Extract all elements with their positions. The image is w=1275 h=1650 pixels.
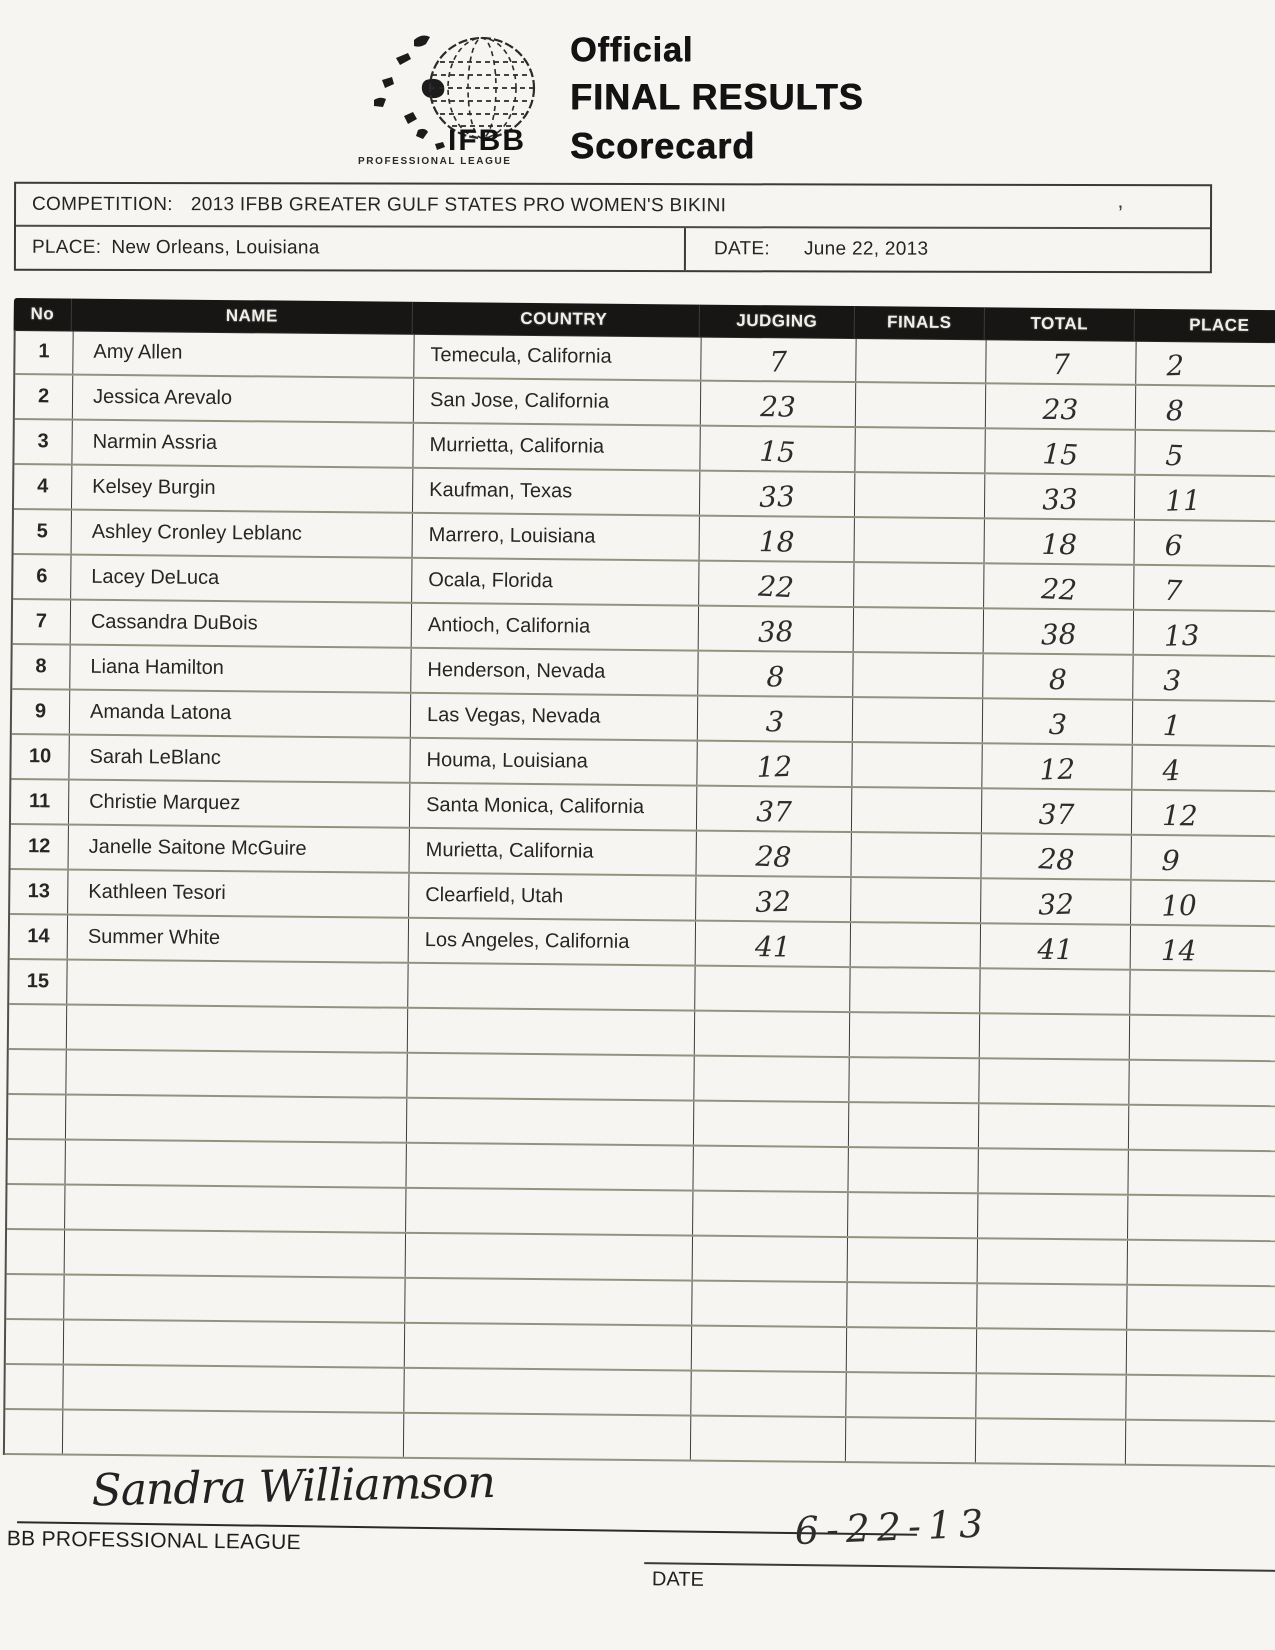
title-line-final-results: FINAL RESULTS: [570, 76, 864, 118]
cell-name: [65, 1231, 406, 1277]
ifbb-logo-text: IFBB: [448, 124, 526, 157]
cell-judging: [699, 562, 854, 606]
cell-country: [407, 1054, 694, 1100]
cell-country: [408, 964, 695, 1010]
cell-finals: [855, 428, 985, 472]
cell-name: Amanda Latona: [70, 691, 411, 737]
handwritten-score: 12: [756, 749, 793, 784]
cell-name: Narmin Assria: [72, 421, 413, 467]
place-date-row: [16, 227, 1210, 272]
header-judging: JUDGING: [700, 305, 855, 338]
cell-finals: [846, 1418, 976, 1462]
cell-country: Houma, Louisiana: [410, 739, 697, 785]
cell-no: 4: [14, 465, 72, 509]
handwritten-score: 15: [1041, 437, 1079, 472]
cell-country: [406, 1189, 693, 1235]
cell-no: [9, 1005, 67, 1049]
cell-total: [976, 1419, 1126, 1463]
cell-country: [406, 1144, 693, 1190]
handwritten-score: 32: [754, 884, 792, 919]
handwritten-score: 6: [1164, 529, 1183, 563]
cell-place: [1132, 746, 1275, 791]
cell-place: [1134, 566, 1275, 611]
competition-row: [16, 184, 1210, 230]
cell-finals: [849, 1103, 979, 1147]
cell-judging: [697, 787, 852, 831]
cell-country: Las Vegas, Nevada: [411, 694, 698, 740]
cell-no: 12: [11, 825, 69, 869]
handwritten-score: 23: [1042, 392, 1079, 427]
handwritten-score: 15: [758, 434, 797, 470]
cell-name: Janelle Saitone McGuire: [69, 826, 410, 872]
header-name: NAME: [72, 299, 413, 334]
cell-judging: [699, 607, 854, 651]
cell-finals: [851, 923, 981, 967]
cell-judging: [695, 1012, 850, 1056]
cell-place: [1136, 386, 1275, 431]
cell-place: [1127, 1331, 1275, 1376]
cell-total: [982, 744, 1132, 788]
competition-info-box: [14, 182, 1212, 274]
header-country: COUNTRY: [413, 302, 700, 337]
cell-name: Christie Marquez: [69, 781, 410, 827]
cell-total: [985, 519, 1135, 563]
handwritten-score: 3: [1163, 664, 1182, 698]
cell-total: [984, 564, 1134, 608]
cell-judging: [693, 1147, 848, 1191]
cell-finals: [846, 1373, 976, 1417]
cell-no: 5: [14, 510, 72, 554]
cell-judging: [698, 652, 853, 696]
cell-place: [1131, 836, 1275, 881]
signature-org-label: BB PROFESSIONAL LEAGUE: [6, 1527, 302, 1555]
cell-place: [1131, 881, 1275, 926]
cell-finals: [852, 788, 982, 832]
cell-country: San Jose, California: [414, 379, 701, 425]
cell-total: [977, 1284, 1127, 1328]
cell-total: [976, 1374, 1126, 1418]
handwritten-score: 22: [757, 569, 795, 605]
cell-total: [978, 1149, 1128, 1193]
cell-place: [1133, 656, 1275, 701]
cell-name: [66, 1141, 407, 1187]
handwritten-score: 38: [1040, 617, 1077, 652]
cell-country: [408, 1009, 695, 1055]
cell-finals: [850, 968, 980, 1012]
cell-name: [64, 1276, 405, 1322]
cell-judging: [700, 427, 855, 471]
handwritten-score: 41: [754, 930, 791, 964]
cell-country: [407, 1099, 694, 1145]
cell-total: [977, 1329, 1127, 1373]
cell-no: [7, 1185, 65, 1229]
cell-name: Sarah LeBlanc: [69, 736, 410, 782]
header-no: No: [14, 298, 72, 331]
cell-total: [985, 429, 1135, 473]
handwritten-score: 9: [1160, 843, 1181, 878]
handwritten-score: 2: [1165, 348, 1185, 383]
cell-place: [1136, 341, 1275, 386]
cell-no: [7, 1230, 65, 1274]
cell-country: [404, 1369, 691, 1415]
scan-artifact-mark: ’: [1118, 201, 1123, 226]
cell-country: Murrietta, California: [413, 424, 700, 470]
handwritten-score: 28: [755, 839, 793, 875]
ifbb-logo-subtext: PROFESSIONAL LEAGUE: [358, 156, 512, 167]
cell-total: [980, 969, 1130, 1013]
cell-finals: [854, 563, 984, 607]
handwritten-score: 5: [1164, 438, 1185, 473]
handwritten-score: 4: [1162, 753, 1181, 788]
cell-no: [5, 1410, 63, 1454]
place-cell: [16, 227, 686, 270]
cell-finals: [856, 338, 986, 382]
handwritten-score: 37: [1038, 797, 1075, 832]
cell-judging: [698, 697, 853, 741]
cell-name: [65, 1186, 406, 1232]
cell-place: [1133, 701, 1275, 746]
cell-country: Santa Monica, California: [410, 784, 697, 830]
cell-finals: [854, 608, 984, 652]
cell-total: [979, 1059, 1129, 1103]
cell-finals: [851, 833, 981, 877]
handwritten-score: 10: [1160, 888, 1198, 923]
cell-place: [1127, 1286, 1275, 1331]
cell-name: [64, 1321, 405, 1367]
cell-place: [1128, 1196, 1275, 1241]
cell-name: [63, 1366, 404, 1412]
cell-total: [981, 924, 1131, 968]
handwritten-score: 3: [1047, 707, 1068, 742]
cell-no: 7: [13, 600, 71, 644]
cell-total: [984, 609, 1134, 653]
cell-no: [8, 1050, 66, 1094]
cell-name: Ashley Cronley Leblanc: [72, 511, 413, 557]
handwritten-score: 8: [1165, 394, 1184, 428]
handwritten-score: 18: [1041, 527, 1078, 562]
cell-name: Cassandra DuBois: [71, 601, 412, 647]
cell-total: [979, 1104, 1129, 1148]
cell-country: [404, 1414, 691, 1460]
place-value: New Orleans, Louisiana: [111, 236, 320, 259]
cell-place: [1128, 1151, 1275, 1196]
cell-finals: [847, 1328, 977, 1372]
handwritten-score: 38: [757, 614, 795, 649]
handwritten-score: 33: [1041, 482, 1078, 517]
cell-judging: [695, 967, 850, 1011]
cell-country: Marrero, Louisiana: [413, 514, 700, 560]
cell-total: [978, 1239, 1128, 1283]
cell-place: [1128, 1241, 1275, 1286]
cell-judging: [701, 382, 856, 426]
cell-no: [8, 1095, 66, 1139]
header-finals: FINALS: [855, 306, 985, 339]
cell-judging: [694, 1102, 849, 1146]
handwritten-score: 28: [1037, 842, 1075, 877]
results-table-body: [3, 330, 1275, 1467]
cell-judging: [694, 1057, 849, 1101]
handwritten-score: 1: [1162, 708, 1182, 743]
cell-country: [406, 1234, 693, 1280]
handwritten-score: 7: [1051, 347, 1071, 382]
handwritten-score: 32: [1037, 887, 1075, 922]
cell-total: [983, 654, 1133, 698]
globe-with-athlete-icon: [352, 28, 567, 168]
cell-name: Amy Allen: [73, 331, 414, 377]
cell-name: [66, 1051, 407, 1097]
cell-country: Henderson, Nevada: [411, 649, 698, 695]
cell-country: [405, 1279, 692, 1325]
cell-judging: [692, 1327, 847, 1371]
cell-no: 14: [10, 915, 68, 959]
title-line-official: Official: [570, 31, 694, 69]
cell-country: Ocala, Florida: [412, 559, 699, 605]
date-signature-block: [645, 1496, 1275, 1591]
cell-total: [978, 1194, 1128, 1238]
cell-name: Lacey DeLuca: [71, 556, 412, 602]
cell-no: 15: [9, 960, 67, 1004]
footer-date-label: DATE: [651, 1568, 704, 1591]
official-signature: Sandra Williamson: [91, 1456, 496, 1517]
cell-place: [1130, 1016, 1275, 1061]
cell-no: 6: [13, 555, 71, 599]
cell-finals: [853, 653, 983, 697]
handwritten-score: 18: [758, 525, 795, 559]
cell-place: [1135, 476, 1275, 521]
cell-total: [986, 339, 1136, 383]
cell-no: 13: [10, 870, 68, 914]
cell-finals: [848, 1238, 978, 1282]
handwritten-date: 6-22-13: [793, 1501, 992, 1554]
handwritten-score: 41: [1037, 932, 1074, 967]
cell-no: 11: [11, 780, 69, 824]
cell-name: [67, 961, 408, 1007]
place-label: PLACE:: [31, 236, 102, 258]
results-table: [3, 298, 1275, 1467]
cell-judging: [700, 517, 855, 561]
handwritten-score: 14: [1160, 934, 1197, 968]
handwritten-score: 12: [1161, 799, 1198, 833]
cell-total: [983, 699, 1133, 743]
cell-place: [1129, 1061, 1275, 1106]
handwritten-score: 11: [1164, 483, 1202, 518]
cell-no: 3: [14, 420, 72, 464]
cell-place: [1130, 971, 1275, 1016]
handwritten-score: 8: [766, 660, 785, 694]
cell-judging: [696, 922, 851, 966]
cell-country: [405, 1324, 692, 1370]
handwritten-score: 3: [765, 704, 785, 739]
cell-judging: [697, 742, 852, 786]
handwritten-score: 22: [1040, 572, 1078, 607]
cell-no: [8, 1140, 66, 1184]
cell-judging: [696, 877, 851, 921]
handwritten-score: 8: [1048, 662, 1067, 697]
cell-finals: [852, 743, 982, 787]
cell-name: Summer White: [68, 916, 409, 962]
cell-country: Los Angeles, California: [409, 919, 696, 965]
cell-place: [1134, 611, 1275, 656]
cell-name: Kelsey Burgin: [72, 466, 413, 512]
date-line: [644, 1562, 1275, 1572]
ifbb-logo: [352, 28, 567, 168]
cell-name: Jessica Arevalo: [73, 376, 414, 422]
cell-place: [1131, 926, 1275, 971]
cell-judging: [700, 472, 855, 516]
cell-total: [981, 879, 1131, 923]
handwritten-score: 23: [760, 390, 796, 424]
cell-name: [67, 1006, 408, 1052]
cell-country: Antioch, California: [412, 604, 699, 650]
cell-judging: [691, 1417, 846, 1461]
cell-country: Temecula, California: [414, 334, 701, 380]
competition-label: COMPETITION:: [32, 193, 173, 215]
header-place: PLACE: [1189, 315, 1250, 335]
cell-finals: [855, 518, 985, 562]
header-total: TOTAL: [985, 307, 1135, 340]
cell-name: [66, 1096, 407, 1142]
cell-place: [1126, 1421, 1275, 1466]
cell-total: [981, 834, 1131, 878]
handwritten-score: 7: [1163, 573, 1183, 608]
cell-total: [985, 474, 1135, 518]
cell-place: [1135, 521, 1275, 566]
cell-no: [6, 1320, 64, 1364]
cell-finals: [853, 698, 983, 742]
cell-total: [982, 789, 1132, 833]
document-title: [570, 30, 864, 167]
cell-judging: [696, 832, 851, 876]
cell-country: Clearfield, Utah: [409, 874, 696, 920]
cell-judging: [701, 337, 856, 381]
cell-no: 8: [12, 645, 70, 689]
handwritten-score: 13: [1163, 618, 1200, 653]
cell-no: [5, 1365, 63, 1409]
date-value: June 22, 2013: [803, 238, 929, 260]
cell-country: Murietta, California: [410, 829, 697, 875]
cell-total: [980, 1014, 1130, 1058]
cell-no: [6, 1275, 64, 1319]
cell-country: Kaufman, Texas: [413, 469, 700, 515]
cell-judging: [692, 1282, 847, 1326]
cell-name: [63, 1411, 404, 1457]
cell-finals: [849, 1058, 979, 1102]
cell-finals: [847, 1283, 977, 1327]
cell-place: [1132, 791, 1275, 836]
cell-place: [1126, 1376, 1275, 1421]
cell-total: [986, 384, 1136, 428]
cell-place: [1135, 431, 1275, 476]
cell-finals: [851, 878, 981, 922]
competition-value: 2013 IFBB GREATER GULF STATES PRO WOMEN'S BIKINI: [190, 193, 727, 216]
cell-no: 9: [12, 690, 70, 734]
cell-finals: [855, 473, 985, 517]
handwritten-score: 33: [758, 479, 796, 514]
cell-place: [1129, 1106, 1275, 1151]
cell-no: 2: [15, 375, 73, 419]
handwritten-score: 37: [756, 795, 793, 829]
cell-name: Kathleen Tesori: [68, 871, 409, 917]
handwritten-score: 7: [769, 345, 788, 379]
title-line-scorecard: Scorecard: [570, 124, 756, 166]
cell-judging: [693, 1237, 848, 1281]
cell-name: Liana Hamilton: [70, 646, 411, 692]
cell-no: 1: [15, 330, 73, 374]
date-cell: [686, 228, 1210, 271]
cell-finals: [856, 383, 986, 427]
cell-finals: [850, 1013, 980, 1057]
cell-finals: [848, 1193, 978, 1237]
cell-finals: [848, 1148, 978, 1192]
cell-judging: [693, 1192, 848, 1236]
cell-no: 10: [11, 735, 69, 779]
cell-judging: [691, 1372, 846, 1416]
handwritten-score: 12: [1038, 752, 1076, 787]
date-label: DATE:: [713, 238, 771, 260]
